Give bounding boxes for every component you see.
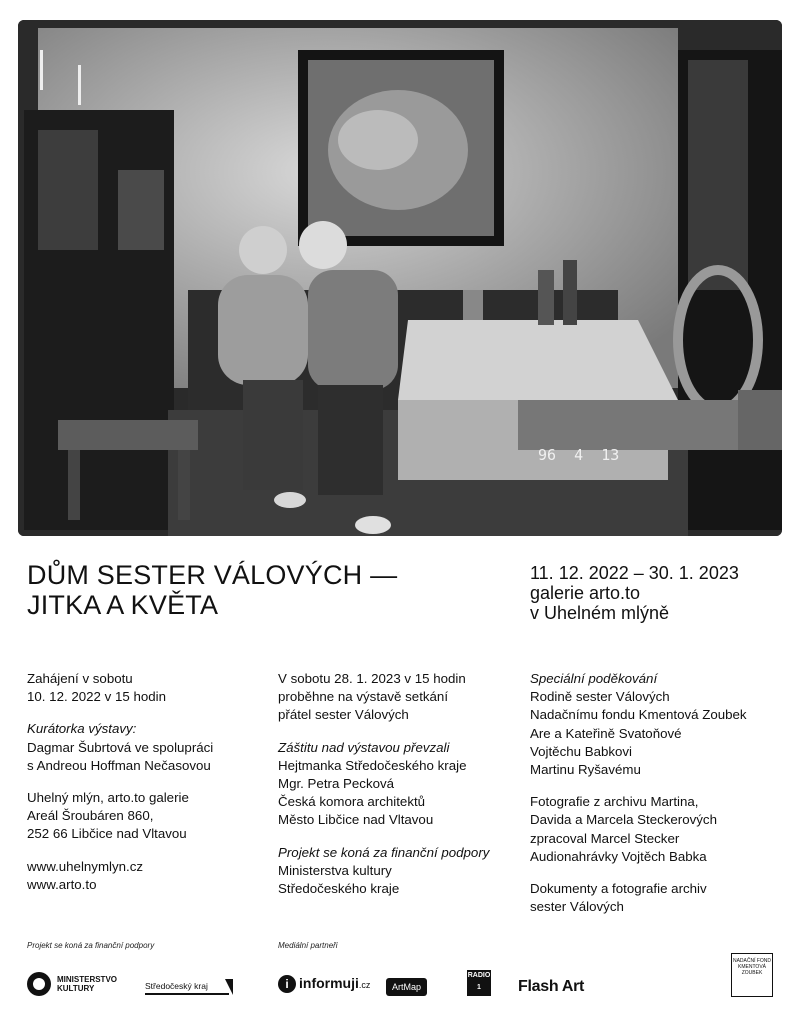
patron-line-3: Česká komora architektů bbox=[278, 794, 426, 810]
informuji-logo bbox=[278, 975, 370, 997]
opening-line-1: Zahájení v sobotu bbox=[27, 671, 133, 686]
info-column-1 bbox=[27, 670, 267, 908]
support-info bbox=[278, 844, 518, 899]
photo-date-stamp: 96 4 13 bbox=[538, 446, 620, 464]
opening-info bbox=[27, 670, 267, 706]
patron-line-1: Hejtmanka Středočeského kraje bbox=[278, 757, 467, 773]
patronage-info bbox=[278, 739, 518, 830]
thanks-line-5: Martinu Ryšavému bbox=[530, 762, 641, 778]
photo-illustration bbox=[18, 20, 782, 536]
address-info bbox=[27, 789, 267, 844]
web-links bbox=[27, 858, 267, 894]
photo-credit-line-4: Audionahrávky Vojtěch Babka bbox=[530, 848, 707, 864]
informuji-text: informuji bbox=[299, 975, 359, 991]
info-column-3 bbox=[530, 670, 790, 930]
photo-credit-line-3: zpracoval Marcel Stecker bbox=[530, 830, 680, 846]
thanks-line-3: Are a Kateřině Svatoňové bbox=[530, 725, 682, 741]
web-link-arto[interactable]: www.arto.to bbox=[27, 876, 97, 892]
patron-line-4: Město Libčice nad Vltavou bbox=[278, 812, 434, 828]
meeting-line-1: V sobotu 28. 1. 2023 v 15 hodin bbox=[278, 671, 466, 686]
curator-info bbox=[27, 720, 267, 775]
venue-line-1: galerie arto.to bbox=[530, 583, 641, 603]
foundation-logo-line-3: ZOUBEK bbox=[741, 970, 763, 976]
document-credit-line-1: Dokumenty a fotografie archiv bbox=[530, 881, 707, 897]
document-credits bbox=[530, 880, 790, 916]
ministry-circle-icon bbox=[27, 972, 51, 996]
footer-support-label: Projekt se koná za finanční podpory bbox=[27, 941, 155, 950]
ministry-logo-line-2: KULTURY bbox=[57, 984, 95, 993]
document-credit-line-2: sester Válových bbox=[530, 899, 624, 915]
exhibition-photo bbox=[18, 20, 782, 536]
thanks-line-1: Rodině sester Válových bbox=[530, 689, 670, 705]
opening-line-2: 10. 12. 2022 v 15 hodin bbox=[27, 689, 166, 705]
ministry-of-culture-logo bbox=[27, 970, 137, 1000]
photo-credit-line-2: Davida a Marcela Steckerových bbox=[530, 812, 717, 828]
informuji-cz: .cz bbox=[358, 980, 371, 990]
ministry-logo-line-1: MINISTERSTVO bbox=[57, 975, 118, 984]
exhibition-title bbox=[27, 560, 397, 620]
flash-art-logo: Flash Art bbox=[518, 978, 585, 995]
info-icon: i bbox=[278, 975, 296, 993]
title-line-1: DŮM SESTER VÁLOVÝCH — bbox=[27, 560, 398, 590]
central-bohemia-logo: Středočeský kraj bbox=[145, 979, 229, 995]
venue-line-2: v Uhelném mlýně bbox=[530, 603, 670, 623]
date-range: 11. 12. 2022 – 30. 1. 2023 bbox=[530, 563, 739, 583]
address-line-3: 252 66 Libčice nad Vltavou bbox=[27, 826, 187, 842]
address-line-1: Uhelný mlýn, arto.to galerie bbox=[27, 790, 189, 806]
curator-line-1: Dagmar Šubrtová ve spolupráci bbox=[27, 739, 214, 755]
radio1-number: 1 bbox=[477, 984, 481, 991]
thanks-info bbox=[530, 670, 790, 779]
radio1-text: RADIO bbox=[467, 972, 491, 979]
exhibition-dates bbox=[530, 563, 739, 623]
artmap-logo: ArtMap bbox=[386, 978, 427, 996]
support-line-1: Ministerstva kultury bbox=[278, 862, 392, 878]
meeting-info bbox=[278, 670, 518, 725]
curator-label: Kurátorka výstavy: bbox=[27, 721, 137, 737]
foundation-logo-line-1: NADAČNÍ FOND bbox=[732, 958, 772, 964]
patronage-label: Záštitu nad výstavou převzali bbox=[278, 739, 450, 755]
thanks-label: Speciální poděkování bbox=[530, 671, 658, 686]
foundation-logo-line-2: KMENTOVÁ bbox=[738, 964, 766, 970]
thanks-line-2: Nadačnímu fondu Kmentová Zoubek bbox=[530, 707, 747, 723]
radio1-logo bbox=[467, 970, 491, 996]
support-line-2: Středočeského kraje bbox=[278, 881, 400, 897]
info-column-2 bbox=[278, 670, 518, 912]
patron-line-2: Mgr. Petra Pecková bbox=[278, 776, 395, 792]
title-line-2: JITKA A KVĚTA bbox=[27, 590, 219, 620]
photo-credit-line-1: Fotografie z archivu Martina, bbox=[530, 794, 699, 810]
meeting-line-2: proběhne na výstavě setkání bbox=[278, 689, 449, 705]
meeting-line-3: přátel sester Válových bbox=[278, 707, 409, 723]
kmentova-zoubek-foundation-logo bbox=[731, 953, 773, 997]
address-line-2: Areál Šroubáren 860, bbox=[27, 808, 154, 824]
photo-credits bbox=[530, 793, 790, 866]
support-label: Projekt se koná za finanční podpory bbox=[278, 844, 490, 860]
thanks-line-4: Vojtěchu Babkovi bbox=[530, 743, 633, 759]
footer-media-label: Mediální partneři bbox=[278, 941, 338, 950]
curator-line-2: s Andreou Hoffman Nečasovou bbox=[27, 757, 211, 773]
web-link-uhelnymlyn[interactable]: www.uhelnymlyn.cz bbox=[27, 858, 144, 874]
